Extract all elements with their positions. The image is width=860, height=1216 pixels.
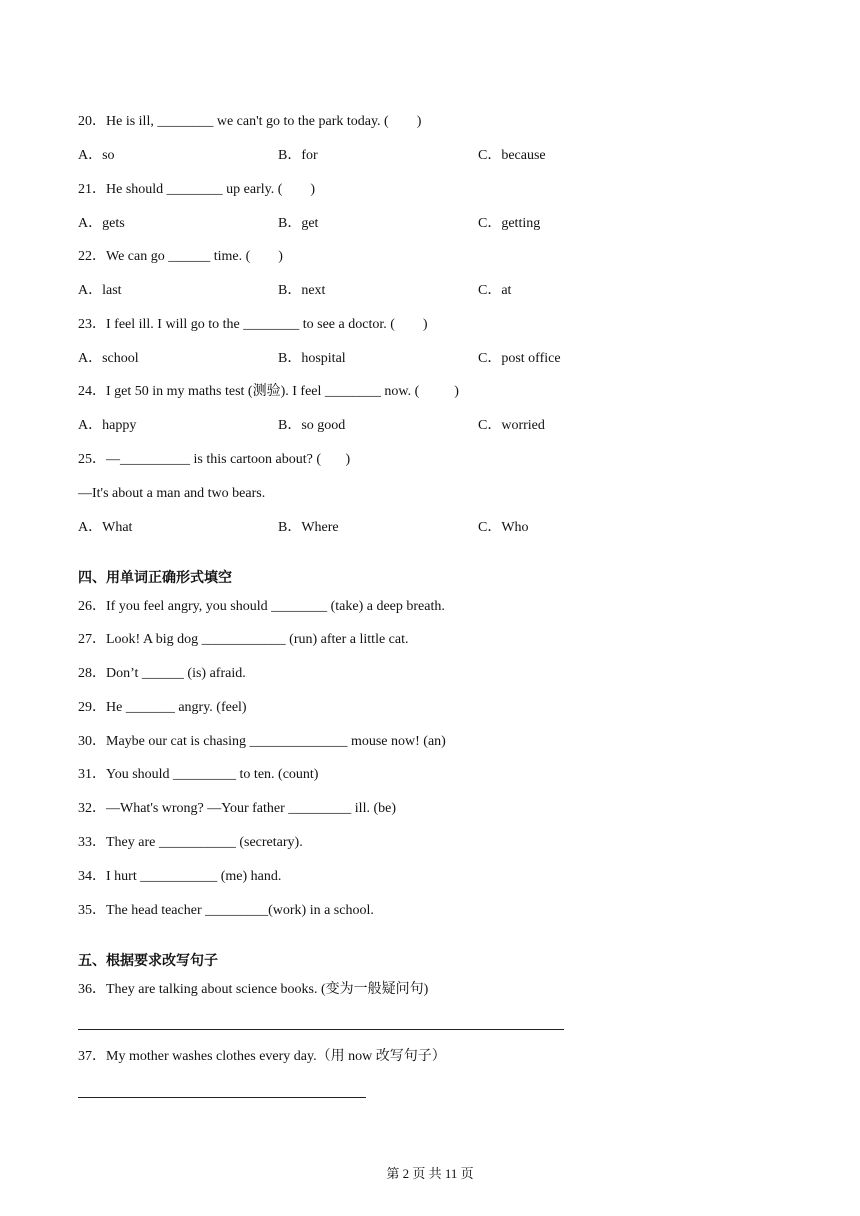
options-25: [78, 519, 778, 537]
question-28: 28．Don’t ______ (is) afraid.: [78, 666, 246, 681]
options-24: [78, 417, 778, 435]
question-31: 31．You should _________ to ten. (count): [78, 767, 319, 782]
option-c: C．getting: [478, 216, 541, 231]
option-b: B．for: [278, 148, 318, 163]
question-27: 27．Look! A big dog ____________ (run) after a little cat.: [78, 632, 409, 647]
option-b: B．next: [278, 283, 326, 298]
option-c: C．because: [478, 148, 546, 163]
question-25-reply: —It's about a man and two bears.: [78, 486, 266, 501]
question-33: 33．They are ___________ (secretary).: [78, 835, 303, 850]
question-36: 36．They are talking about science books. (变为一般疑问句): [78, 982, 429, 997]
page-footer: 第 2 页 共 11 页: [386, 1166, 474, 1181]
question-21: 21．He should ________ up early. ( ): [78, 182, 316, 197]
option-a: A．happy: [78, 418, 137, 433]
option-c: C．worried: [478, 418, 545, 433]
question-20: 20．He is ill, ________ we can't go to the park today. ( ): [78, 114, 422, 129]
option-b: B．hospital: [278, 351, 346, 366]
option-c: C．Who: [478, 520, 529, 535]
question-23: 23．I feel ill. I will go to the ________ to see a doctor. ( ): [78, 317, 428, 332]
option-a: A．so: [78, 148, 115, 163]
question-25: 25．—__________ is this cartoon about? ( ): [78, 452, 351, 467]
section-4-title: 四、用单词正确形式填空: [78, 570, 232, 586]
option-a: A．gets: [78, 216, 125, 231]
question-29: 29．He _______ angry. (feel): [78, 700, 247, 715]
options-22: [78, 282, 778, 300]
question-26: 26．If you feel angry, you should ________ (take) a deep breath.: [78, 599, 445, 614]
option-b: B．Where: [278, 520, 339, 535]
options-20: [78, 147, 778, 165]
question-24: 24．I get 50 in my maths test (测验). I feel ________ now. ( ): [78, 384, 459, 399]
question-30: 30．Maybe our cat is chasing ______________ mouse now! (an): [78, 734, 446, 749]
option-a: A．What: [78, 520, 133, 535]
question-22: 22．We can go ______ time. ( ): [78, 249, 283, 264]
answer-line-37: [78, 1097, 366, 1098]
question-34: 34．I hurt ___________ (me) hand.: [78, 869, 282, 884]
option-c: C．at: [478, 283, 512, 298]
option-a: A．last: [78, 283, 122, 298]
options-21: [78, 215, 778, 233]
option-a: A．school: [78, 351, 139, 366]
question-37: 37．My mother washes clothes every day.（用 now 改写句子）: [78, 1049, 446, 1064]
section-5-title: 五、根据要求改写句子: [78, 953, 218, 969]
question-35: 35．The head teacher _________(work) in a school.: [78, 903, 374, 918]
option-b: B．get: [278, 216, 319, 231]
option-b: B．so good: [278, 418, 346, 433]
option-c: C．post office: [478, 351, 561, 366]
answer-line-36: [78, 1029, 564, 1030]
options-23: [78, 350, 778, 368]
question-32: 32．—What's wrong? —Your father _________ ill. (be): [78, 801, 396, 816]
